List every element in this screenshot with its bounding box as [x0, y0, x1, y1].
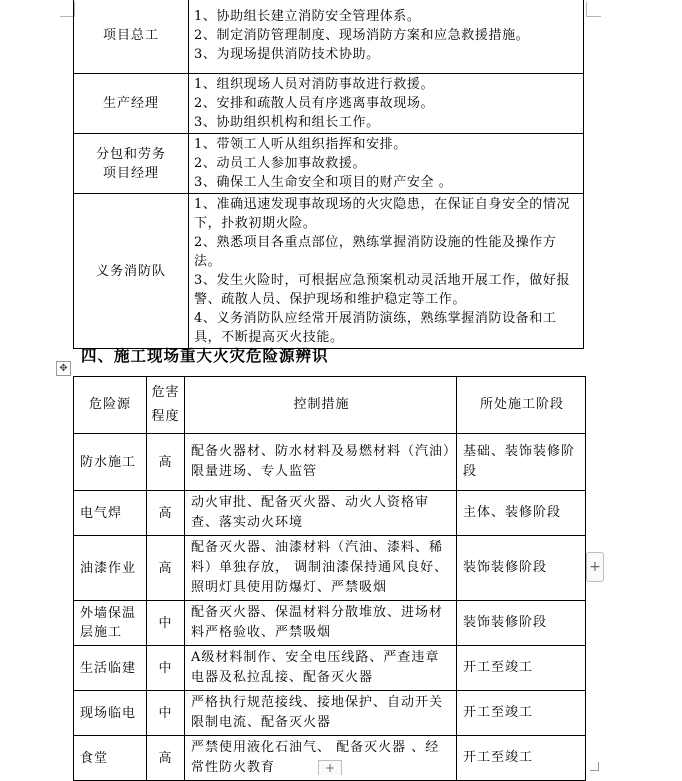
- duty-cell: [189, 74, 584, 134]
- table-row: [74, 646, 586, 691]
- table-row: [74, 134, 584, 194]
- table-resize-handle[interactable]: [590, 762, 599, 771]
- stage-cell: 开工至竣工: [457, 646, 586, 691]
- source-cell: 现场临电: [74, 691, 147, 736]
- role-cell: 生产经理: [74, 74, 189, 134]
- level-cell: 高: [147, 536, 185, 601]
- duty-line: 2、安排和疏散人员有序逃离事故现场。: [194, 96, 435, 111]
- table-row: [74, 434, 586, 491]
- role-cell: 义务消防队: [74, 194, 189, 349]
- stage-cell: 基础、装饰装修阶段: [457, 434, 586, 491]
- measures-cell: 动火审批、配备灭火器、动火人资格审查、落实动火环境: [185, 491, 457, 536]
- level-cell: 中: [147, 601, 185, 646]
- duty-table: [73, 0, 584, 349]
- duty-line: 4、义务消防队应经常开展消防演练，熟练掌握消防设备和工具，不断提高灭火技能。: [194, 311, 557, 345]
- source-cell: 油漆作业: [74, 536, 147, 601]
- measures-cell: 严格执行规范接线、接地保护、自动开关限制电流、配备灭火器: [185, 691, 457, 736]
- duty-line: 2、熟悉项目各重点部位，熟练掌握消防设施的性能及操作方法。: [194, 235, 557, 269]
- duty-line: 1、组织现场人员对消防事故进行救援。: [194, 77, 435, 92]
- header-measures: 控制措施: [185, 377, 457, 434]
- duty-cell: [189, 134, 584, 194]
- stage-cell: 装饰装修阶段: [457, 601, 586, 646]
- measures-cell: 配备灭火器、油漆材料（汽油、漆料、稀料）单独存放， 调制油漆保持通风良好、照明灯具使用防爆灯、严禁吸烟: [185, 536, 457, 601]
- role-line: 分包和劳务: [95, 146, 166, 162]
- source-cell: 防水施工: [74, 434, 147, 491]
- role-cell: [74, 134, 189, 194]
- table-row: [74, 601, 586, 646]
- level-cell: 高: [147, 736, 185, 781]
- duty-line: 3、为现场提供消防技术协助。: [194, 46, 380, 62]
- source-cell: 电气焊: [74, 491, 147, 536]
- table-row: [74, 491, 586, 536]
- duty-line: 1、协助组长建立消防安全管理体系。: [194, 8, 421, 24]
- table-row: [74, 0, 584, 74]
- measures-cell: A级材料制作、安全电压线路、严查违章电器及私拉乱接、配备灭火器: [185, 646, 457, 691]
- table-row: [74, 536, 586, 601]
- level-cell: 高: [147, 491, 185, 536]
- stage-cell: 主体、装修阶段: [457, 491, 586, 536]
- duty-line: 2、制定消防管理制度、现场消防方案和应急救援措施。: [194, 27, 530, 43]
- source-cell: 外墙保温层施工: [74, 601, 147, 646]
- header-stage: 所处施工阶段: [457, 377, 586, 434]
- duty-line: 3、确保工人生命安全和项目的财产安全 。: [194, 175, 453, 190]
- stage-cell: 开工至竣工: [457, 736, 586, 781]
- hazard-table: [73, 376, 586, 781]
- header-level: [147, 377, 185, 434]
- source-cell: 食堂: [74, 736, 147, 781]
- duty-line: 3、协助组织机构和组长工作。: [194, 115, 380, 130]
- table-row: [74, 691, 586, 736]
- header-level-line: 危害: [151, 385, 180, 400]
- section-heading: 四、施工现场重大火灾危险源辨识: [81, 347, 329, 365]
- stage-cell: 装饰装修阶段: [457, 536, 586, 601]
- role-line: 项目经理: [102, 165, 159, 181]
- duty-line: 1、准确迅速发现事故现场的火灾隐患，在保证自身安全的情况下，扑救初期火险。: [194, 197, 571, 231]
- plus-icon: +: [589, 559, 601, 575]
- header-level-line: 程度: [151, 409, 180, 424]
- measures-cell: 配备灭火器、保温材料分散堆放、进场材料严格验收、严禁吸烟: [185, 601, 457, 646]
- source-cell: 生活临建: [74, 646, 147, 691]
- duty-line: 1、带领工人听从组织指挥和安排。: [194, 137, 407, 152]
- header-source: 危险源: [74, 377, 147, 434]
- table-row: [74, 194, 584, 349]
- level-cell: 中: [147, 691, 185, 736]
- margin-corner-mark: [586, 2, 601, 17]
- duty-cell: [189, 194, 584, 349]
- duty-cell: [189, 0, 584, 74]
- duty-line: 2、动员工人参加事故救援。: [194, 156, 367, 171]
- table-header-row: [74, 377, 586, 434]
- stage-cell: 开工至竣工: [457, 691, 586, 736]
- level-cell: 高: [147, 434, 185, 491]
- move-icon[interactable]: ✥: [56, 361, 71, 376]
- role-cell: 项目总工: [74, 0, 189, 74]
- measures-cell: 配备火器材、防水材料及易燃材料（汽油）限量进场、专人监管: [185, 434, 457, 491]
- measures-cell: 严禁使用液化石油气、 配备灭火器 、经常性防火教育: [185, 736, 457, 781]
- table-row: [74, 74, 584, 134]
- duty-line: 3、发生火险时，可根据应急预案机动灵活地开展工作，做好报警、疏散人员、保护现场和维护稳定等工作。: [194, 273, 571, 307]
- level-cell: 中: [147, 646, 185, 691]
- plus-icon: +: [324, 761, 336, 775]
- add-column-button[interactable]: [586, 552, 604, 582]
